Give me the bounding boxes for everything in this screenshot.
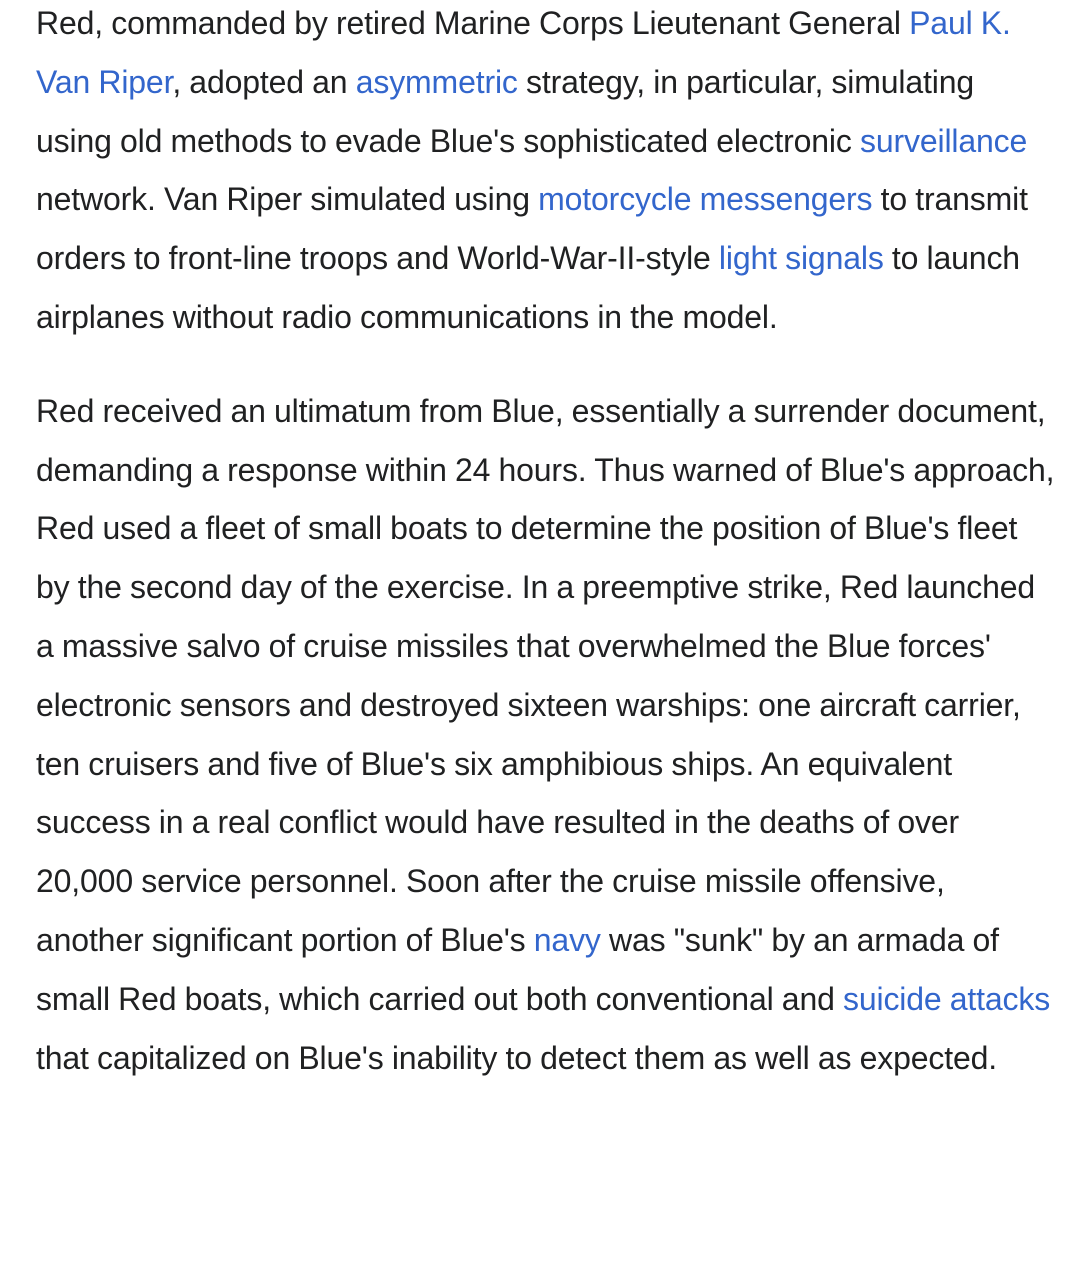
link-asymmetric[interactable]: asymmetric xyxy=(355,63,518,100)
link-paul-k-van-riper[interactable]: Paul K. Van Riper xyxy=(36,5,1011,100)
link-surveillance[interactable]: surveillance xyxy=(859,122,1028,159)
paragraph-1 xyxy=(36,0,1056,347)
text-segment: network. Van Riper simulated using xyxy=(36,181,539,218)
text-segment: strategy, in particular, simulating using old methods to evade Blue's sophisticated electronic xyxy=(36,63,974,159)
text-segment: was "sunk" by an armada of small Red boats, which carried out both conventional and xyxy=(36,921,999,1017)
text-segment: Red received an ultimatum from Blue, essentially a surrender document, demanding a response within 24 hours. Thus warned of Blue's approach, Red used a fleet of small boats to determine the position of Blue's fleet by the second day of the exercise. In a preemptive strike, Red launched a massive salvo of cruise missiles that overwhelmed the Blue forces' electronic sensors and destroyed sixteen warships: one aircraft carrier, ten cruisers and five of Blue's six amphibious ships. An equivalent success in a real conflict would have resulted in the deaths of over 20,000 service personnel. Soon after the cruise missile offensive, another significant portion of Blue's xyxy=(36,392,1055,958)
article-body xyxy=(36,0,1056,1087)
text-segment: that capitalized on Blue's inability to detect them as well as expected. xyxy=(36,1039,998,1076)
link-light-signals[interactable]: light signals xyxy=(718,240,884,277)
link-motorcycle-messengers[interactable]: motorcycle messengers xyxy=(538,181,873,218)
text-segment: Red, commanded by retired Marine Corps Lieutenant General xyxy=(36,5,910,41)
text-segment: to launch airplanes without radio communications in the model. xyxy=(36,240,1020,335)
text-segment: , adopted an xyxy=(172,63,356,100)
text-segment: to transmit orders to front-line troops and World-War-II-style xyxy=(36,181,1028,277)
paragraph-2 xyxy=(36,382,1056,1088)
link-suicide-attacks[interactable]: suicide attacks xyxy=(842,980,1051,1017)
link-navy[interactable]: navy xyxy=(533,921,601,958)
